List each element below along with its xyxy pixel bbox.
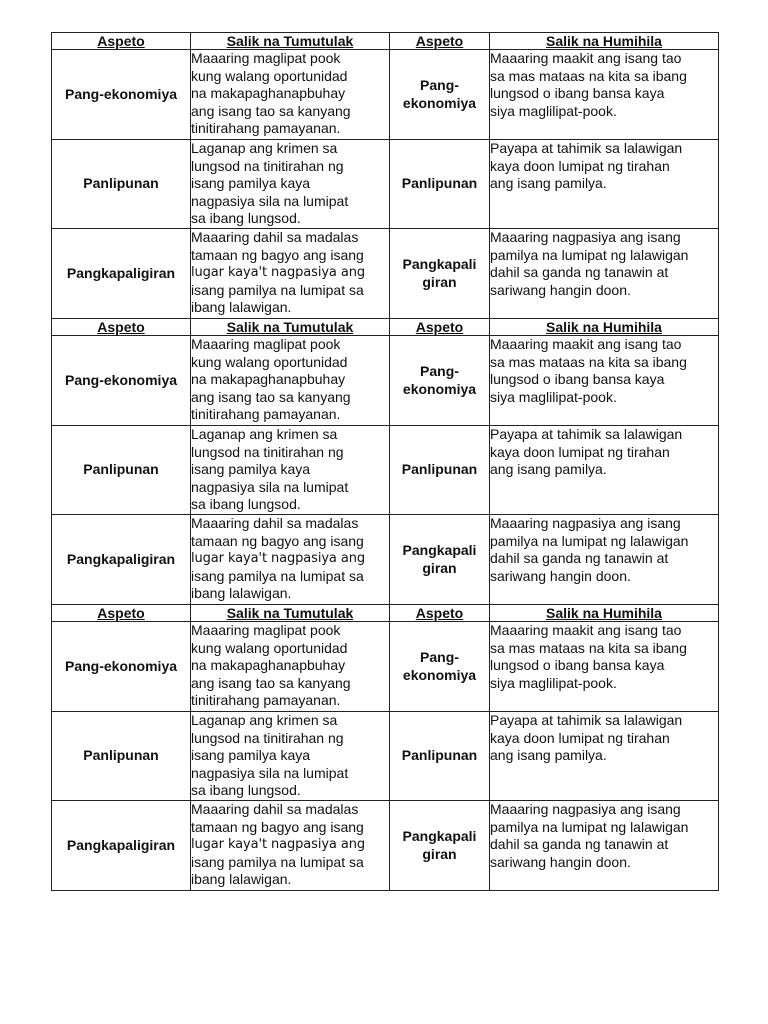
pull-factor-line: pamilya na lumipat ng lalawigan [490,818,689,835]
pull-factor-line: pamilya na lumipat ng lalawigan [490,246,689,263]
push-factor-line: lungsod na tinitirahan ng [191,443,344,460]
push-factor-line: lungsod na tinitirahan ng [191,729,344,746]
table-row [52,229,719,319]
push-factor-line: sa ibang lungsod. [191,496,301,512]
table-row [52,426,719,515]
push-factor-line: kung walang oportunidad [191,639,348,656]
aspect-cell: Pangkapaligiran [52,801,191,891]
table-row [52,712,719,801]
pull-factor-line: sariwang hangin doon. [490,281,631,298]
push-factor-line: Laganap ang krimen sa [191,712,338,728]
table-row [52,622,719,712]
push-factor-line: na makapaghanapbuhay [191,657,346,673]
column-header-col3: Aspeto [390,33,490,50]
pull-factor-cell [490,426,719,515]
table-body [52,33,719,891]
pull-factor-line: siya maglilipat-pook. [490,674,617,691]
aspect-cell: Pangkapaligiran [52,515,191,605]
column-header-col2: Salik na Tumutulak [191,605,390,622]
push-factor-cell [191,426,390,515]
push-factor-line: tamaan ng bagyo ang isang [191,246,364,263]
aspect-line: Pangkapali [402,256,477,272]
push-factor-cell [191,622,390,712]
aspect-cell-secondary [390,712,490,801]
pull-factor-cell [490,801,719,891]
pull-factor-cell [490,140,719,229]
push-factor-line: lungsod na tinitirahan ng [191,157,344,174]
push-factor-line: isang pamilya kaya [191,175,311,191]
pull-factor-line: lungsod o ibang bansa kaya [490,657,665,673]
push-factor-line: nagpasiya sila na lumipat [191,192,349,209]
aspect-line: giran [422,559,457,576]
migration-factors-table [51,32,719,891]
aspect-cell-secondary [390,229,490,319]
pull-factor-line: dahil sa ganda ng tanawin at [490,550,669,566]
column-header-col2: Salik na Tumutulak [191,319,390,336]
pull-factor-cell [490,515,719,605]
pull-factor-line: ang isang pamilya. [490,747,607,763]
aspect-line: ekonomiya [402,380,477,397]
pull-factor-line: sa mas mataas na kita sa ibang [490,67,687,84]
table-row [52,515,719,605]
table-row [52,801,719,891]
push-factor-line: ibang lalawigan. [191,585,292,601]
push-factor-line: sa ibang lungsod. [191,782,301,798]
column-header-col1: Aspeto [52,605,191,622]
push-factor-cell [191,801,390,891]
push-factor-cell [191,336,390,426]
pull-factor-line: kaya doon lumipat ng tirahan [490,157,670,174]
aspect-cell-secondary [390,336,490,426]
pull-factor-line: dahil sa ganda ng tanawin at [490,264,669,280]
push-factor-line: nagpasiya sila na lumipat [191,764,349,781]
aspect-line: Pangkapali [402,542,477,558]
aspect-line: Pang- [420,363,459,379]
aspect-cell: Pang-ekonomiya [52,622,191,712]
pull-factor-line: ang isang pamilya. [490,175,607,191]
aspect-line: giran [422,845,457,862]
aspect-line: giran [422,273,457,290]
aspect-line: Panlipunan [401,747,478,764]
aspect-cell-secondary [390,140,490,229]
push-factor-line: isang pamilya kaya [191,747,311,763]
column-header-col3: Aspeto [390,319,490,336]
column-header-col4: Salik na Humihila [490,33,719,50]
pull-factor-line: siya maglilipat-pook. [490,102,617,119]
push-factor-line: sa ibang lungsod. [191,210,301,226]
pull-factor-line: Maaaring nagpasiya ang isang [490,229,681,245]
aspect-cell: Panlipunan [52,426,191,515]
pull-factor-line: lungsod o ibang bansa kaya [490,85,665,101]
pull-factor-line: dahil sa ganda ng tanawin at [490,836,669,852]
push-factor-line: tinitirahang pamayanan. [191,406,341,422]
push-factor-line: Maaaring dahil sa madalas [191,515,359,531]
aspect-line: Panlipunan [401,175,478,192]
aspect-line: Pang- [420,649,459,665]
pull-factor-cell [490,336,719,426]
aspect-line: Pangkapali [402,828,477,844]
push-factor-line: ang isang tao sa kanyang [191,102,351,119]
table-row [52,140,719,229]
column-header-col2: Salik na Tumutulak [191,33,390,50]
aspect-cell: Pang-ekonomiya [52,50,191,140]
pull-factor-line: Maaaring maakit ang isang tao [490,622,682,638]
push-factor-line: nagpasiya sila na lumipat [191,478,349,495]
push-factor-line: tinitirahang pamayanan. [191,120,341,136]
push-factor-line: lugar kaya't nagpasiya ang [191,551,365,566]
push-factor-line: ibang lalawigan. [191,299,292,315]
pull-factor-cell [490,712,719,801]
pull-factor-line: Maaaring maakit ang isang tao [490,50,682,66]
push-factor-line: lugar kaya't nagpasiya ang [191,837,365,852]
push-factor-cell [191,515,390,605]
pull-factor-line: sa mas mataas na kita sa ibang [490,353,687,370]
column-header-col4: Salik na Humihila [490,605,719,622]
push-factor-line: isang pamilya na lumipat sa [191,567,364,584]
push-factor-line: isang pamilya na lumipat sa [191,281,364,298]
pull-factor-line: Maaaring nagpasiya ang isang [490,515,681,531]
aspect-line: Panlipunan [401,461,478,478]
push-factor-line: Maaaring dahil sa madalas [191,229,359,245]
aspect-cell: Pang-ekonomiya [52,336,191,426]
push-factor-line: ang isang tao sa kanyang [191,388,351,405]
push-factor-line: Laganap ang krimen sa [191,140,338,156]
aspect-cell-secondary [390,50,490,140]
aspect-line: Pang- [420,77,459,93]
push-factor-line: lugar kaya't nagpasiya ang [191,265,365,280]
push-factor-cell [191,50,390,140]
push-factor-line: isang pamilya na lumipat sa [191,853,364,870]
pull-factor-line: Payapa at tahimik sa lalawigan [490,140,683,156]
push-factor-line: Maaaring maglipat pook [191,336,341,352]
aspect-cell: Panlipunan [52,140,191,229]
column-header-col4: Salik na Humihila [490,319,719,336]
aspect-line: ekonomiya [402,94,477,111]
push-factor-line: ang isang tao sa kanyang [191,674,351,691]
push-factor-line: Laganap ang krimen sa [191,426,338,442]
push-factor-line: tamaan ng bagyo ang isang [191,532,364,549]
document-page [51,32,718,891]
aspect-cell-secondary [390,801,490,891]
pull-factor-line: kaya doon lumipat ng tirahan [490,729,670,746]
pull-factor-line: Payapa at tahimik sa lalawigan [490,712,683,728]
aspect-line: ekonomiya [402,666,477,683]
pull-factor-cell [490,622,719,712]
push-factor-cell [191,712,390,801]
push-factor-line: na makapaghanapbuhay [191,371,346,387]
column-header-col1: Aspeto [52,33,191,50]
push-factor-line: kung walang oportunidad [191,67,348,84]
push-factor-line: isang pamilya kaya [191,461,311,477]
pull-factor-line: sa mas mataas na kita sa ibang [490,639,687,656]
push-factor-cell [191,140,390,229]
aspect-cell-secondary [390,622,490,712]
push-factor-cell [191,229,390,319]
pull-factor-cell [490,50,719,140]
push-factor-line: kung walang oportunidad [191,353,348,370]
header-row [52,319,719,336]
table-row [52,336,719,426]
push-factor-line: Maaaring dahil sa madalas [191,801,359,817]
pull-factor-line: lungsod o ibang bansa kaya [490,371,665,387]
pull-factor-line: ang isang pamilya. [490,461,607,477]
push-factor-line: Maaaring maglipat pook [191,50,341,66]
column-header-col3: Aspeto [390,605,490,622]
aspect-cell: Pangkapaligiran [52,229,191,319]
pull-factor-line: sariwang hangin doon. [490,567,631,584]
header-row [52,605,719,622]
pull-factor-line: pamilya na lumipat ng lalawigan [490,532,689,549]
table-row [52,50,719,140]
push-factor-line: ibang lalawigan. [191,871,292,887]
aspect-cell: Panlipunan [52,712,191,801]
push-factor-line: tinitirahang pamayanan. [191,692,341,708]
pull-factor-line: Payapa at tahimik sa lalawigan [490,426,683,442]
pull-factor-line: siya maglilipat-pook. [490,388,617,405]
pull-factor-line: kaya doon lumipat ng tirahan [490,443,670,460]
pull-factor-line: Maaaring maakit ang isang tao [490,336,682,352]
pull-factor-line: sariwang hangin doon. [490,853,631,870]
aspect-cell-secondary [390,515,490,605]
column-header-col1: Aspeto [52,319,191,336]
header-row [52,33,719,50]
aspect-cell-secondary [390,426,490,515]
pull-factor-line: Maaaring nagpasiya ang isang [490,801,681,817]
push-factor-line: na makapaghanapbuhay [191,85,346,101]
push-factor-line: Maaaring maglipat pook [191,622,341,638]
push-factor-line: tamaan ng bagyo ang isang [191,818,364,835]
pull-factor-cell [490,229,719,319]
